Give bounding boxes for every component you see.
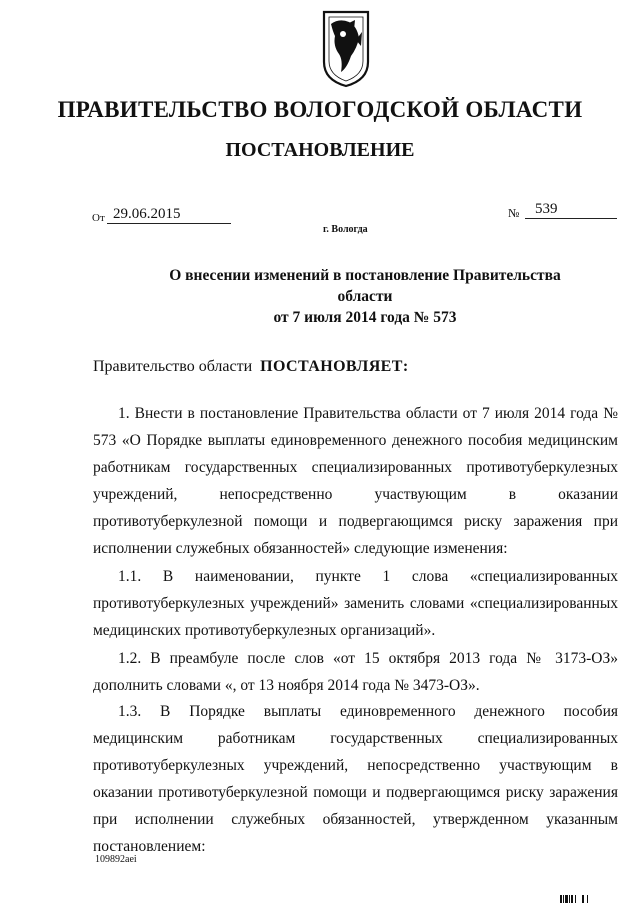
government-title: ПРАВИТЕЛЬСТВО ВОЛОГОДСКОЙ ОБЛАСТИ [57,97,583,122]
paragraph-1 [93,400,618,562]
barcode-icon [560,895,590,903]
document-type: ПОСТАНОВЛЕНИЕ [225,139,415,161]
paragraph-1-1 [93,563,618,644]
city-name: г. Вологда [323,224,368,235]
document-title [140,265,590,328]
title-line-2: от 7 июля 2014 года № 573 [273,309,457,326]
preamble-lead: Правительство области [93,358,253,375]
date-label: От [92,212,105,224]
document-code: 109892aei [95,854,137,865]
preamble [93,358,409,376]
paragraph-1-2-text: 1.2. В преамбуле после слов «от 15 октября 2013 года № 3173-ОЗ» дополнить словами «, от 13 ноября 2014 года № 3473-ОЗ». [93,650,618,694]
coat-of-arms-icon [321,10,371,88]
paragraph-1-3-text: 1.3. В Порядке выплаты единовременного денежного пособия медицинским работникам государственных специализированных противотуберкулезных учреждений, непосредственно участвующим в оказании противотуберкулезной помощи и подвергающимся риску заражения при исполнении служебных обязанностей, утвержденном указанным постановлением: [93,703,618,855]
title-line-1: О внесении изменений в постановление Правительства области [169,267,561,305]
paragraph-1-2 [93,645,618,699]
document-number: 539 [525,200,617,219]
document-date: 29.06.2015 [107,205,231,224]
paragraph-1-3 [93,698,618,860]
preamble-action: ПОСТАНОВЛЯЕТ: [260,358,409,375]
number-label: № [508,206,520,220]
paragraph-1-1-text: 1.1. В наименовании, пункте 1 слова «специализированных противотуберкулезных учреждений» заменить словами «специализированных медицинских противотуберкулезных организаций». [93,568,618,639]
paragraph-1-text: 1. Внести в постановление Правительства области от 7 июля 2014 года № 573 «О Порядке выплаты единовременного денежного пособия медицинским работникам государственных специализированных противотуберкулезных учреждений, непосредственно участвующим в оказании противотуберкулезной помощи и подвергающимся риску заражения при исполнении служебных обязанностей» следующие изменения: [93,405,618,557]
